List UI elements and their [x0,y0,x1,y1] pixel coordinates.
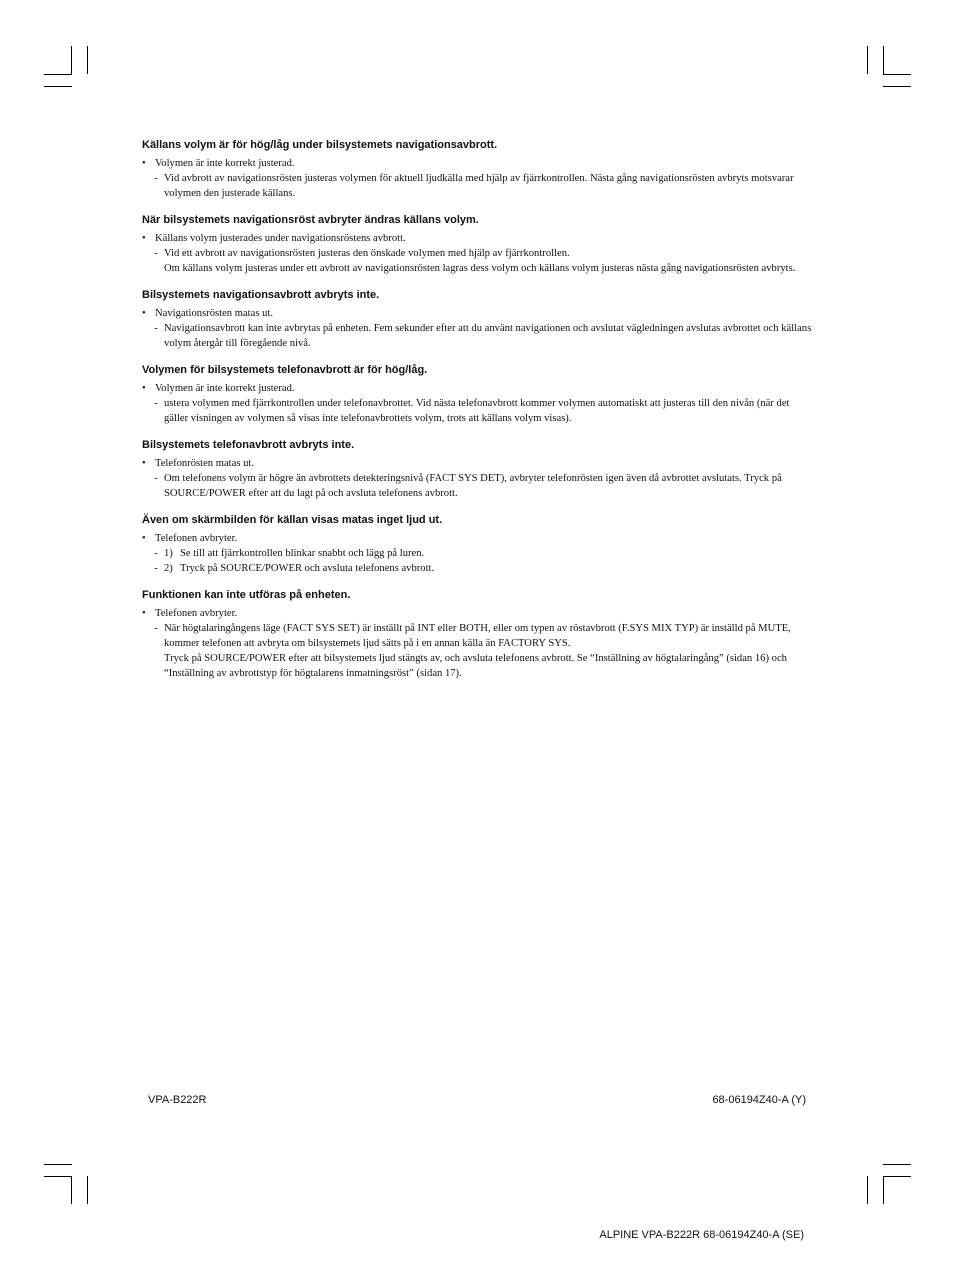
solution-body [164,396,814,426]
solution-item [142,171,814,201]
solution-text: ustera volymen med fjärrkontrollen under telefonavbrottet. Vid nästa telefonavbrott kommer volymen automatiskt att justeras till den nivån (när det gäller visningen av volymen så visas inte telefonavbrottets volym, trots att källans volym visas). [164,398,790,424]
crop-mark-top-left-v2 [87,46,88,74]
section-heading: Källans volym är för hög/låg under bilsystemets navigationsavbrott. [142,139,498,151]
solution-text: Se till att fjärrkontrollen blinkar snabbt och lägg på luren. [180,548,425,559]
solution-body [180,561,814,576]
bullet-icon: • [142,308,146,319]
cause-bullet [142,381,814,396]
solution-text: Vid avbrott av navigationsrösten justeras volymen för aktuell ljudkälla med hjälp av fjärrkontrollen. Nästa gång navigationsrösten avbryts motsvarar volymen den justerade källans. [164,173,794,199]
crop-mark-bottom-right-v2 [883,1176,884,1204]
bullet-icon: • [142,233,146,244]
solution-text: Navigationsavbrott kan inte avbrytas på enheten. Fem sekunder efter att du använt navigationen och avslutat vägledningen avslutas avbrottet och källans volym återgår till föregående nivå. [164,323,812,349]
cause-text: Telefonen avbryter. [155,533,238,544]
bullet-icon: • [142,608,146,619]
cause-text: Navigationsrösten matas ut. [155,308,273,319]
crop-mark-top-left-v1 [71,46,72,74]
solution-text: Tryck på SOURCE/POWER efter att bilsystemets ljud stängts av, och avsluta telefonens avbrott. Se “Inställning av högtalaringång” (sidan 16) och “Inställning av avbrottstyp för högtalarens inmatningsröst” (sidan 17). [164,653,787,679]
crop-mark-bottom-left-v1 [71,1176,72,1204]
crop-mark-bottom-left-h2 [44,1176,72,1177]
dash-icon: - [154,398,158,409]
troubleshooting-section [142,213,814,276]
footer-bottom-line: ALPINE VPA-B222R 68-06194Z40-A (SE) [599,1229,804,1241]
crop-mark-top-right-v1 [867,46,868,74]
solution-text: Om telefonens volym är högre än avbrottets detekteringsnivå (FACT SYS DET), avbryter telefonrösten igen även då avbrottet avslutats. Tryck på SOURCE/POWER efter att du lagt på och avsluta telefonens avbrott. [164,473,782,499]
dash-icon: - [154,548,158,559]
bullet-icon: • [142,383,146,394]
troubleshooting-content [142,138,814,693]
section-heading: Funktionen kan inte utföras på enheten. [142,589,351,601]
solution-text: Tryck på SOURCE/POWER och avsluta telefonens avbrott. [180,563,435,574]
troubleshooting-section [142,588,814,681]
dash-icon: - [154,473,158,484]
cause-bullet [142,606,814,621]
bullet-icon: • [142,158,146,169]
cause-bullet [142,156,814,171]
dash-icon: - [154,248,158,259]
solution-body [180,546,814,561]
solution-body [164,471,814,501]
bullet-icon: • [142,458,146,469]
solution-item [142,471,814,501]
section-heading: Bilsystemets navigationsavbrott avbryts inte. [142,289,380,301]
solution-text: Om källans volym justeras under ett avbrott av navigationsrösten lagras dess volym och källans volym justeras nästa gång navigationsrösten avbryts. [164,263,796,274]
bullet-icon: • [142,533,146,544]
solution-text: Vid ett avbrott av navigationsrösten justeras den önskade volymen med hjälp av fjärrkontrollen. [164,248,570,259]
section-heading: När bilsystemets navigationsröst avbryter ändras källans volym. [142,214,479,226]
solution-body [164,171,814,201]
crop-mark-bottom-right-h [883,1164,911,1165]
section-heading: Även om skärmbilden för källan visas matas inget ljud ut. [142,514,443,526]
crop-mark-bottom-left-h [44,1164,72,1165]
troubleshooting-section [142,513,814,576]
solution-item [142,246,814,276]
crop-mark-bottom-right-v1 [867,1176,868,1204]
troubleshooting-section [142,288,814,351]
cause-text: Volymen är inte korrekt justerad. [155,383,295,394]
footer-model: VPA-B222R [148,1094,207,1106]
crop-mark-top-right-h [883,74,911,75]
troubleshooting-section [142,138,814,201]
solution-body [164,321,814,351]
cause-text: Volymen är inte korrekt justerad. [155,158,295,169]
crop-mark-top-left-h2 [44,86,72,87]
dash-icon: - [154,563,158,574]
crop-mark-top-right-h2 [883,86,911,87]
section-heading: Volymen för bilsystemets telefonavbrott är för hög/låg. [142,364,428,376]
troubleshooting-section [142,438,814,501]
dash-icon: - [154,623,158,634]
cause-bullet [142,531,814,546]
cause-bullet [142,306,814,321]
crop-mark-top-right-v2 [883,46,884,74]
cause-text: Telefonen avbryter. [155,608,238,619]
crop-mark-bottom-right-h2 [883,1176,911,1177]
step-number: 2) [164,563,173,574]
solution-item [142,561,814,576]
solution-item [142,396,814,426]
solution-item [142,621,814,681]
solution-text: När högtalaringångens läge (FACT SYS SET) är inställt på INT eller BOTH, eller om typen av röstavbrott (F.SYS MIX TYP) är inställd på MUTE, kommer telefonen att avbryta om bilsystemets ljud sätts på i en annan källa än FACTORY SYS. [164,623,791,649]
dash-icon: - [154,173,158,184]
cause-text: Källans volym justerades under navigationsröstens avbrott. [155,233,406,244]
section-heading: Bilsystemets telefonavbrott avbryts inte. [142,439,355,451]
solution-item [142,546,814,561]
solution-body [164,621,814,681]
cause-text: Telefonrösten matas ut. [155,458,254,469]
crop-mark-bottom-left-v2 [87,1176,88,1204]
crop-mark-top-left-h [44,74,72,75]
step-number: 1) [164,548,173,559]
solution-item [142,321,814,351]
solution-body [164,246,814,276]
cause-bullet [142,456,814,471]
footer-code: 68-06194Z40-A (Y) [712,1094,806,1106]
cause-bullet [142,231,814,246]
troubleshooting-section [142,363,814,426]
dash-icon: - [154,323,158,334]
